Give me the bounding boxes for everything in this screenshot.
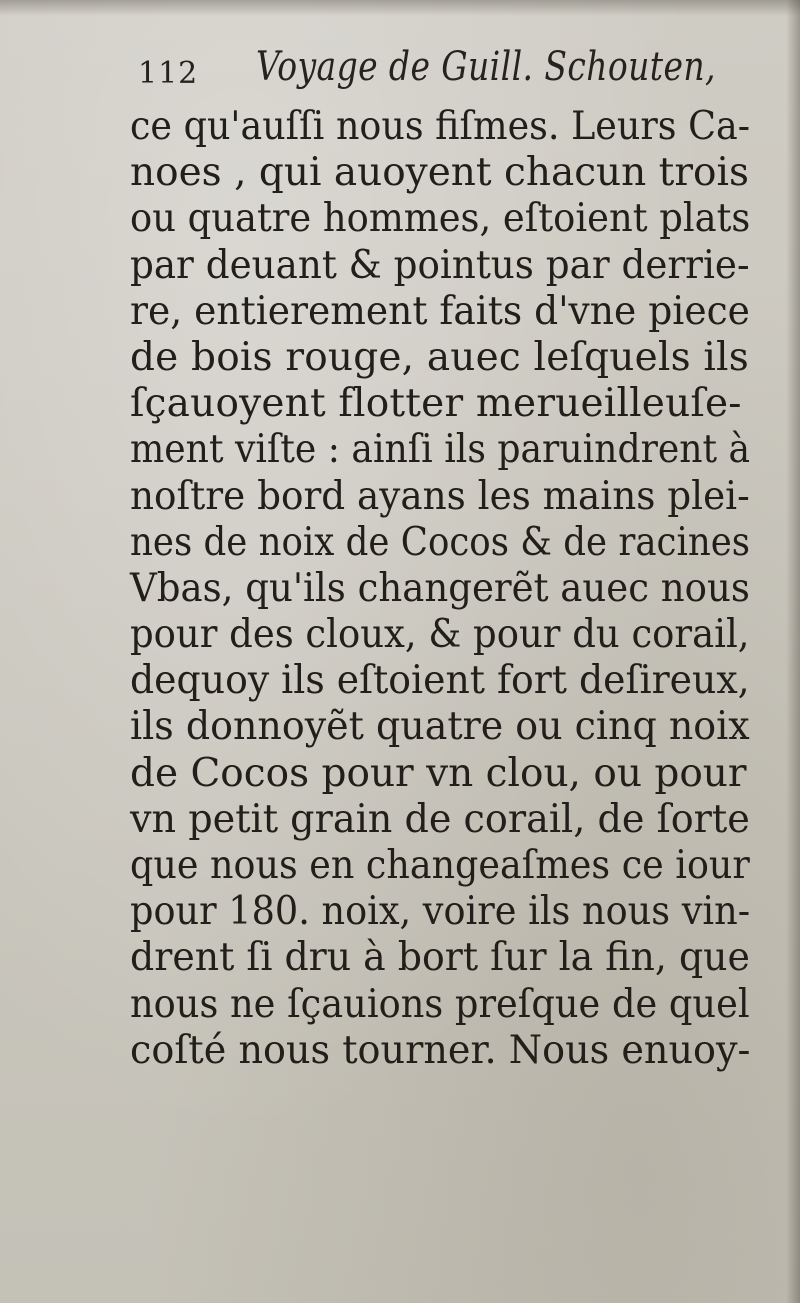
text-line: pour 180. noix, voire ils nous vin- <box>130 889 751 935</box>
text-line: ils donnoyẽt quatre ou cinq noix <box>130 704 750 750</box>
text-line: re, entierement faits d'vne piece <box>130 288 750 334</box>
text-line: de bois rouge, auec leſquels ils <box>130 334 749 380</box>
text-line: ment viſte : ainſi ils paruindrent à <box>130 427 751 473</box>
text-line: de Cocos pour vn clou, ou pour <box>130 750 747 796</box>
text-line: nous ne ſçauions preſque de quel <box>130 981 750 1027</box>
text-line: ou quatre hommes, eſtoient plats <box>130 196 751 242</box>
text-line: drent ſi dru à bort ſur la fin, que <box>130 935 750 981</box>
text-line: par deuant & pointus par derrie- <box>130 242 750 288</box>
page-number: 112 <box>138 56 199 91</box>
running-head <box>138 44 718 104</box>
page-top-shadow <box>0 0 800 16</box>
text-line: dequoy ils eſtoient fort deſireux, <box>130 658 750 704</box>
text-line: Vbas, qu'ils changerẽt auec nous <box>130 565 750 611</box>
text-line: que nous en changeaſmes ce iour <box>130 843 750 888</box>
text-line: pour des cloux, & pour du corail, <box>130 612 750 658</box>
text-line: coſté nous tourner. Nous enuoy- <box>130 1027 751 1073</box>
text-line: noes , qui auoyent chacun trois <box>130 150 749 196</box>
text-line: noſtre bord ayans les mains plei- <box>130 473 750 519</box>
body-text <box>130 104 750 1074</box>
running-title: Voyage de Guill. Schouten, <box>256 44 716 90</box>
text-line: vn petit grain de corail, de ſorte <box>130 796 750 842</box>
text-line: ce qu'auſſi nous fiſmes. Leurs Ca- <box>130 104 751 149</box>
text-line: ſçauoyent flotter merueilleuſe- <box>130 381 742 427</box>
page-right-shadow <box>786 0 800 1303</box>
text-line: nes de noix de Cocos & de racines <box>130 519 751 565</box>
